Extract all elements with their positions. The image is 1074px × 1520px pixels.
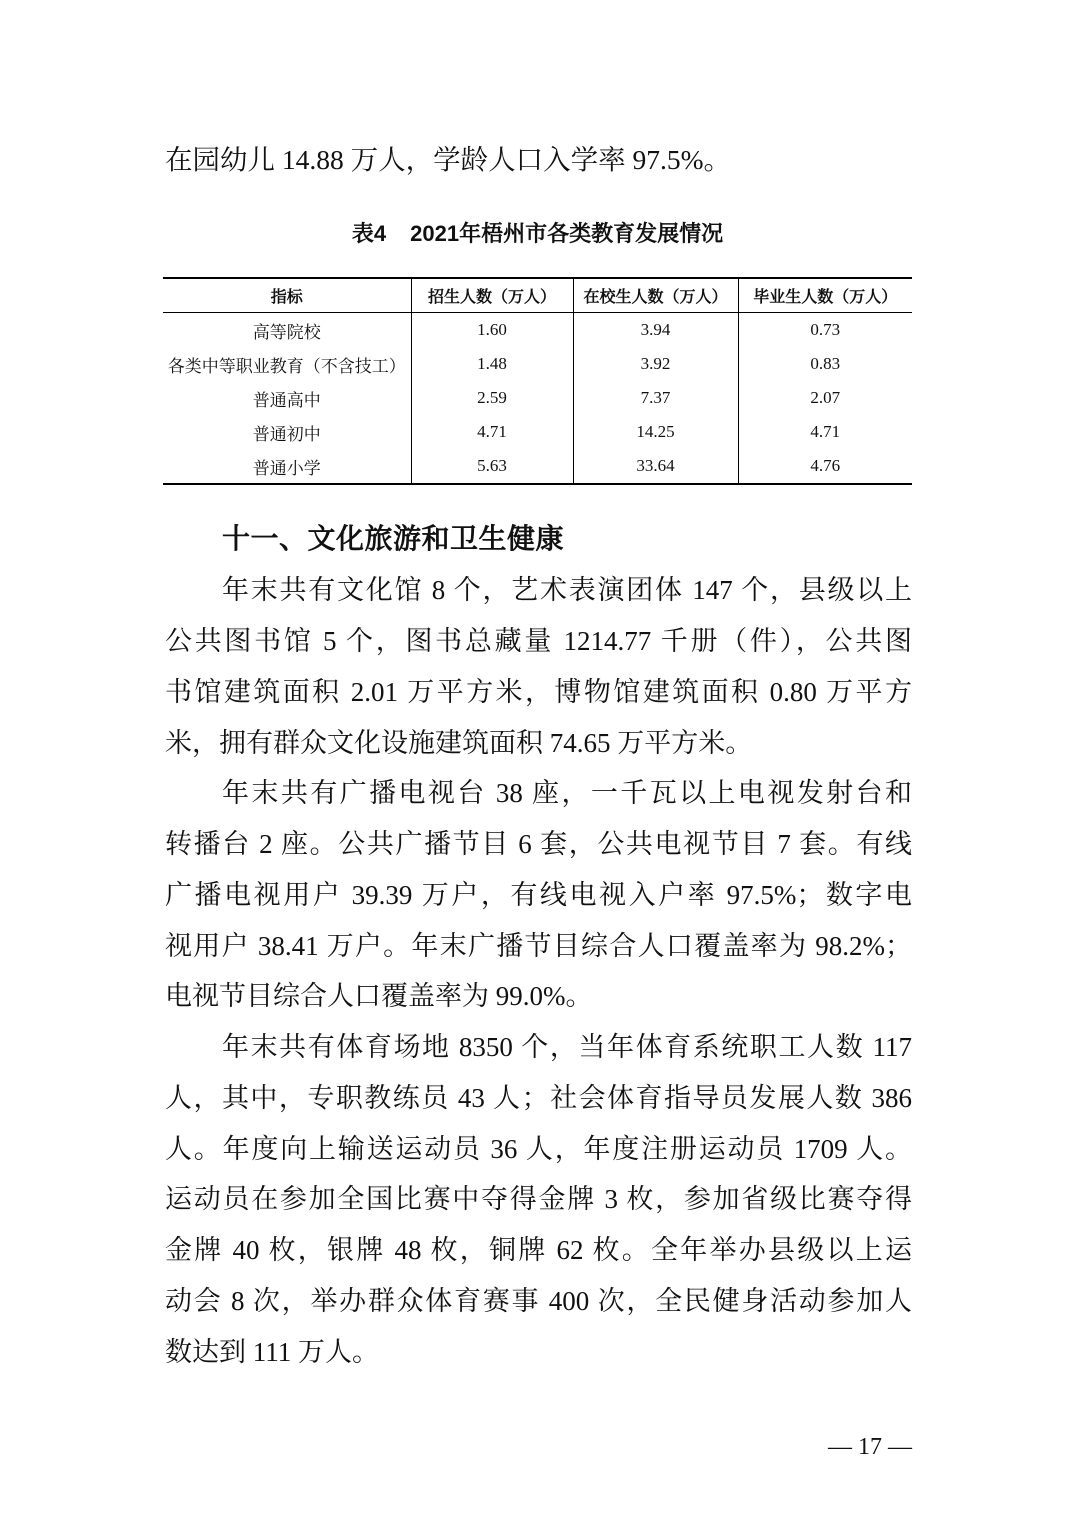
paragraph-broadcasting <box>165 768 912 1022</box>
paragraph-line: 米，拥有群众文化设施建筑面积 74.65 万平方米。 <box>165 727 753 758</box>
paragraph-line: 人。年度向上输送运动员 36 人，年度注册运动员 1709 人。 <box>165 1133 912 1164</box>
paragraph-line: 转播台 2 座。公共广播节目 6 套，公共电视节目 7 套。有线 <box>165 829 912 859</box>
row-in-school: 7.37 <box>573 381 738 415</box>
row-in-school: 33.64 <box>573 449 738 484</box>
table-row <box>163 415 912 449</box>
row-enrolled: 1.60 <box>411 313 573 348</box>
paragraph-line: 年末共有文化馆 8 个，艺术表演团体 147 个，县级以上 <box>222 575 912 606</box>
row-indicator: 高等院校 <box>252 322 321 342</box>
paragraph-line: 金牌 40 枚，银牌 48 枚，铜牌 62 枚。全年举办县级以上运 <box>165 1235 912 1265</box>
row-indicator: 普通小学 <box>163 449 411 484</box>
row-enrolled: 4.71 <box>411 415 573 449</box>
header-enrolled: 招生人数（万人） <box>411 278 573 313</box>
row-indicator: 各类中等职业教育（不含技工） <box>167 356 406 376</box>
table-row <box>163 381 912 415</box>
table-label: 表4 <box>351 221 387 246</box>
row-enrolled: 5.63 <box>411 449 573 484</box>
header-in-school: 在校生人数（万人） <box>573 278 738 313</box>
section-heading: 十一、文化旅游和卫生健康 <box>222 523 565 555</box>
table-header-row <box>163 278 912 313</box>
paragraph-line: 数达到 111 万人。 <box>165 1336 379 1367</box>
header-indicator: 指标 <box>163 278 411 313</box>
table-row <box>163 347 912 381</box>
row-graduates: 0.73 <box>738 313 912 348</box>
row-in-school: 3.94 <box>573 313 738 348</box>
row-graduates: 4.71 <box>738 415 912 449</box>
table-caption <box>163 219 912 249</box>
intro-line: 在园幼儿 14.88 万人，学龄人口入学率 97.5%。 <box>165 143 732 175</box>
paragraph-line: 年末共有广播电视台 38 座，一千瓦以上电视发射台和 <box>222 778 912 809</box>
section-culture-tourism-health <box>165 515 912 1378</box>
table-title: 2021年梧州市各类教育发展情况 <box>410 221 724 246</box>
row-in-school: 3.92 <box>573 347 738 381</box>
paragraph-line: 运动员在参加全国比赛中夺得金牌 3 枚，参加省级比赛夺得 <box>165 1184 912 1215</box>
header-graduates: 毕业生人数（万人） <box>738 278 912 313</box>
paragraph-line: 视用户 38.41 万户。年末广播节目综合人口覆盖率为 98.2%； <box>165 930 912 961</box>
paragraph-line: 人，其中，专职教练员 43 人；社会体育指导员发展人数 386 <box>165 1082 912 1113</box>
row-graduates: 2.07 <box>738 381 912 415</box>
paragraph-line: 动会 8 次，举办群众体育赛事 400 次，全民健身活动参加人 <box>165 1285 912 1316</box>
row-indicator: 普通初中 <box>252 424 321 444</box>
row-in-school: 14.25 <box>573 415 738 449</box>
education-table <box>163 277 912 485</box>
table-row <box>163 449 912 484</box>
table-row <box>163 313 912 348</box>
paragraph-line: 公共图书馆 5 个，图书总藏量 1214.77 千册（件），公共图 <box>165 626 912 656</box>
paragraph-line: 年末共有体育场地 8350 个，当年体育系统职工人数 117 <box>222 1032 912 1062</box>
paragraph-culture <box>165 565 912 768</box>
row-indicator: 普通高中 <box>252 390 321 410</box>
row-enrolled: 1.48 <box>411 347 573 381</box>
row-graduates: 0.83 <box>738 347 912 381</box>
table-header <box>163 278 912 313</box>
page-number: — 17 — <box>828 1434 912 1460</box>
paragraph-line: 广播电视用户 39.39 万户，有线电视入户率 97.5%；数字电 <box>165 879 912 910</box>
paragraph-sports <box>165 1022 912 1377</box>
paragraph-line: 书馆建筑面积 2.01 万平方米，博物馆建筑面积 0.80 万平方 <box>165 676 912 707</box>
row-graduates: 4.76 <box>738 449 912 484</box>
row-enrolled: 2.59 <box>411 381 573 415</box>
table-body <box>163 313 912 485</box>
paragraph-line: 电视节目综合人口覆盖率为 99.0%。 <box>165 981 593 1012</box>
